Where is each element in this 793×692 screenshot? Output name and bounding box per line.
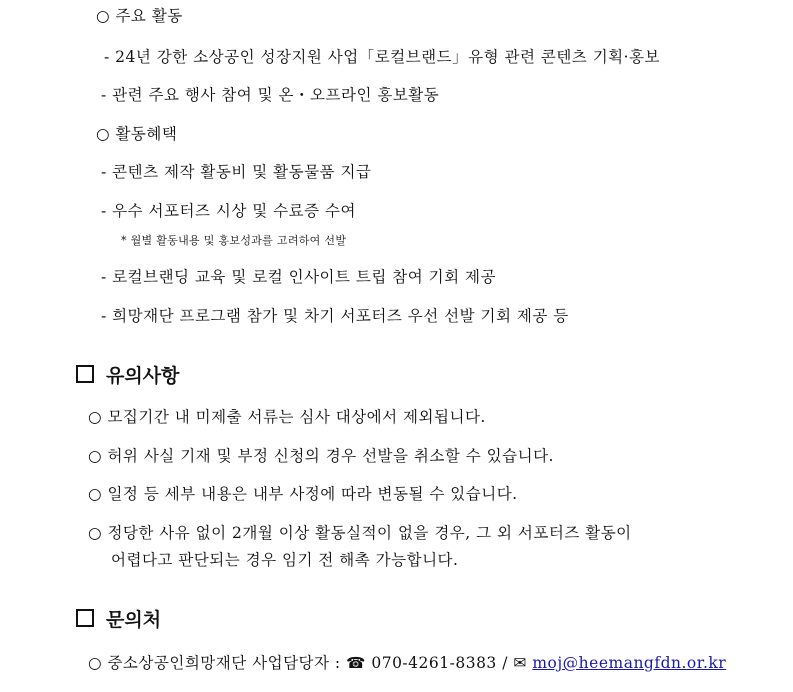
contact-title: 문의처	[106, 609, 162, 631]
contact-label: ○ 중소상공인희망재단 사업담당자 :	[88, 654, 341, 672]
phone-icon: ☎	[346, 654, 366, 672]
contact-phone: 070-4261-8383	[371, 654, 497, 672]
checkbox-square-icon	[76, 365, 94, 383]
contact-line	[88, 653, 726, 673]
notice-item-continuation: 어렵다고 판단되는 경우 임기 전 해촉 가능합니다.	[111, 551, 459, 569]
benefits-item: - 로컬브랜딩 교육 및 로컬 인사이트 트립 참여 기회 제공	[101, 268, 496, 286]
benefits-heading: ○ 활동혜택	[96, 125, 178, 143]
notice-item: ○ 정당한 사유 없이 2개월 이상 활동실적이 없을 경우, 그 외 서포터즈 활동이	[88, 524, 632, 542]
notice-item: ○ 모집기간 내 미제출 서류는 심사 대상에서 제외됩니다.	[88, 408, 486, 426]
benefits-item: - 콘텐츠 제작 활동비 및 활동물품 지급	[101, 163, 372, 181]
benefits-item: - 우수 서포터즈 시상 및 수료증 수여	[101, 202, 356, 220]
activities-heading: ○ 주요 활동	[96, 7, 183, 25]
notice-title: 유의사항	[106, 365, 180, 387]
envelope-icon: ✉	[513, 654, 527, 672]
notice-section-title	[76, 364, 179, 388]
notice-item: ○ 허위 사실 기재 및 부정 신청의 경우 선발을 취소할 수 있습니다.	[88, 447, 554, 465]
contact-section-title	[76, 608, 161, 632]
activities-item: - 관련 주요 행사 참여 및 온・오프라인 홍보활동	[101, 86, 440, 104]
activities-item: - 24년 강한 소상공인 성장지원 사업「로컬브랜드」유형 관련 콘텐츠 기획·홍보	[104, 48, 661, 66]
contact-separator: /	[502, 654, 508, 672]
contact-email-link[interactable]: moj@heemangfdn.or.kr	[532, 654, 727, 672]
checkbox-square-icon	[76, 609, 94, 627]
benefits-note: * 월별 활동내용 및 홍보성과를 고려하여 선발	[121, 234, 347, 247]
benefits-item: - 희망재단 프로그램 참가 및 차기 서포터즈 우선 선발 기회 제공 등	[101, 307, 569, 325]
notice-item: ○ 일정 등 세부 내용은 내부 사정에 따라 변동될 수 있습니다.	[88, 485, 518, 503]
